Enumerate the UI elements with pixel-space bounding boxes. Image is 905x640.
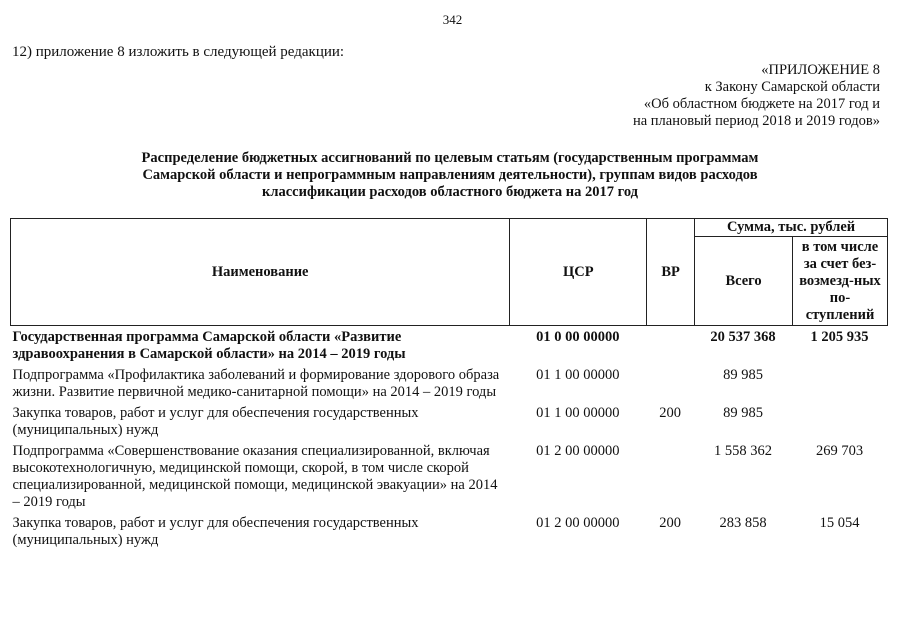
heading-line: Самарской области и непрограммным направлениям деятельности), группам видов расходов	[142, 167, 758, 183]
cell-csr: 01 2 00 00000	[536, 515, 620, 531]
cell-total: 1 558 362	[714, 443, 773, 459]
cell-name: Подпрограмма «Профилактика заболеваний и формирование здорового образа жизни. Развитие первичной медико-санитарной помощи» на 2014 – 2019 годы	[12, 367, 500, 400]
table-row	[11, 513, 888, 551]
cell-name: Закупка товаров, работ и услуг для обеспечения государственных (муниципальных) нужд	[12, 405, 419, 438]
annex-line: на плановый период 2018 и 2019 годов»	[632, 113, 880, 129]
cell-gratis: 15 054	[819, 515, 860, 531]
annex-block	[560, 62, 880, 130]
cell-name: Государственная программа Самарской области «Развитие здравоохранения в Самарской области» на 2014 – 2019 годы	[12, 329, 406, 362]
cell-gratis	[793, 365, 888, 403]
cell-csr: 01 0 00 00000	[536, 329, 620, 345]
budget-table	[10, 218, 888, 551]
cell-csr: 01 1 00 00000	[536, 405, 620, 421]
cell-vr: 200	[659, 405, 681, 421]
header-name: Наименование	[11, 219, 510, 326]
table-row	[11, 326, 888, 366]
header-total: Всего	[695, 237, 793, 326]
cell-total: 89 985	[723, 367, 763, 383]
table-body	[11, 326, 888, 552]
heading-line: Распределение бюджетных ассигнований по целевым статьям (государственным программам	[141, 150, 759, 166]
header-gratis: в том числе за счет без-возмезд-ных по-ступлений	[793, 237, 888, 326]
cell-name: Подпрограмма «Совершенствование оказания специализированной, включая высокотехнологичную, медицинской помощи, скорой, в том числе скорой специализированной, медицинской помощи, медицинской эвакуации» на 2014 – 2019 годы	[12, 443, 498, 510]
header-vr: ВР	[647, 219, 695, 326]
table-row	[11, 365, 888, 403]
annex-line: «ПРИЛОЖЕНИЕ 8	[761, 62, 880, 78]
page-number: 342	[442, 12, 463, 27]
document-heading	[40, 150, 860, 201]
cell-gratis	[793, 403, 888, 441]
cell-vr	[647, 441, 695, 513]
cell-csr: 01 1 00 00000	[536, 367, 620, 383]
cell-gratis: 269 703	[815, 443, 864, 459]
cell-total: 20 537 368	[710, 329, 776, 345]
cell-total: 89 985	[723, 405, 763, 421]
cell-gratis: 1 205 935	[810, 329, 869, 345]
intro-text: 12) приложение 8 изложить в следующей редакции:	[12, 44, 345, 60]
cell-name: Закупка товаров, работ и услуг для обеспечения государственных (муниципальных) нужд	[12, 515, 419, 548]
heading-line: классификации расходов областного бюджета на 2017 год	[262, 184, 638, 200]
annex-line: «Об областном бюджете на 2017 год и	[643, 96, 880, 112]
cell-vr	[647, 326, 695, 366]
annex-line: к Закону Самарской области	[704, 79, 880, 95]
cell-total: 283 858	[719, 515, 767, 531]
cell-vr	[647, 365, 695, 403]
cell-csr: 01 2 00 00000	[536, 443, 620, 459]
table-row	[11, 441, 888, 513]
table-row	[11, 403, 888, 441]
header-csr: ЦСР	[510, 219, 647, 326]
header-sum: Сумма, тыс. рублей	[695, 219, 888, 237]
cell-vr: 200	[659, 515, 681, 531]
